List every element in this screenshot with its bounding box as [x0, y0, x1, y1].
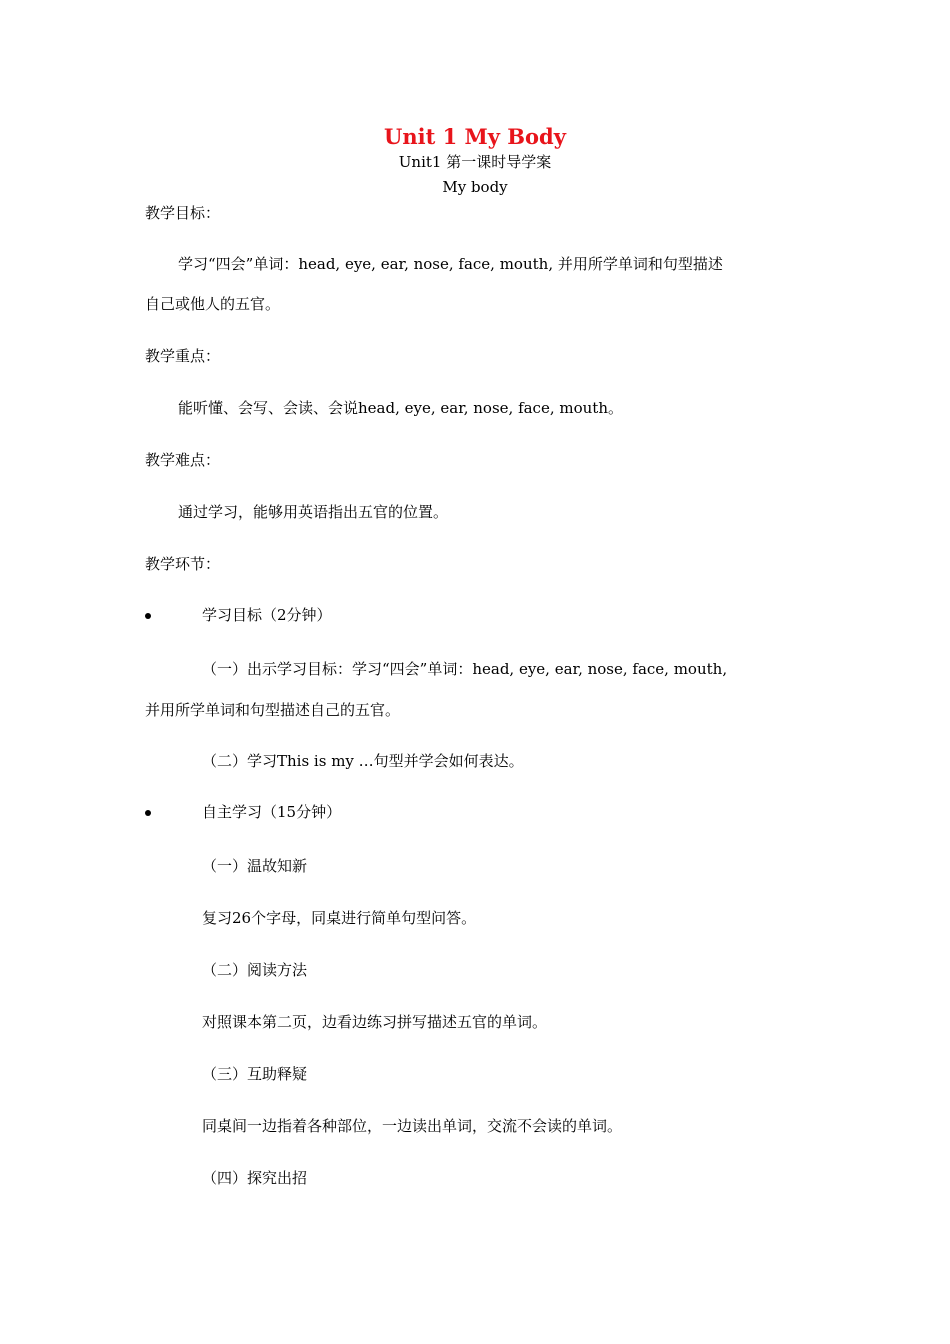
key-points-text: 能听懂、会写、会读、会说head, eye, ear, nose, face, mouth。: [178, 399, 623, 417]
step1-item1-line1: （一）出示学习目标：学习“四会”单词：head, eye, ear, nose, face, mouth,: [202, 660, 728, 678]
step1-item2: （二）学习This is my …句型并学会如何表达。: [202, 752, 524, 770]
step2-sub3-title: （三）互助释疑: [202, 1065, 308, 1083]
key-points-heading: 教学重点：: [145, 347, 221, 365]
step2-label: 自主学习（15分钟）: [202, 803, 342, 821]
objectives-heading: 教学目标：: [145, 204, 221, 222]
step2-sub1-text: 复习26个字母，同桌进行简单句型问答。: [202, 909, 477, 927]
document-subtitle-english: My body: [442, 178, 508, 196]
document-title: Unit 1 My Body: [384, 124, 566, 149]
document-subtitle: Unit1 第一课时导学案: [398, 153, 552, 171]
step1-label: 学习目标（2分钟）: [202, 606, 332, 624]
step2-sub3-text: 同桌间一边指着各种部位，一边读出单词，交流不会读的单词。: [202, 1117, 623, 1135]
step2-sub4-title: （四）探究出招: [202, 1169, 308, 1187]
bullet-point-icon: [145, 613, 151, 619]
difficulties-text: 通过学习，能够用英语指出五官的位置。: [178, 503, 449, 521]
step2-sub1-title: （一）温故知新: [202, 857, 308, 875]
objectives-text-line1: 学习“四会”单词：head, eye, ear, nose, face, mouth, 并用所学单词和句型描述: [178, 255, 723, 273]
bullet-point-icon: [145, 810, 151, 816]
difficulties-heading: 教学难点：: [145, 451, 221, 469]
objectives-text-line2: 自己或他人的五官。: [145, 295, 281, 313]
step1-item1-line2: 并用所学单词和句型描述自己的五官。: [145, 701, 401, 719]
step2-sub2-text: 对照课本第二页，边看边练习拼写描述五官的单词。: [202, 1013, 548, 1031]
steps-heading: 教学环节：: [145, 555, 221, 573]
step2-sub2-title: （二）阅读方法: [202, 961, 308, 979]
